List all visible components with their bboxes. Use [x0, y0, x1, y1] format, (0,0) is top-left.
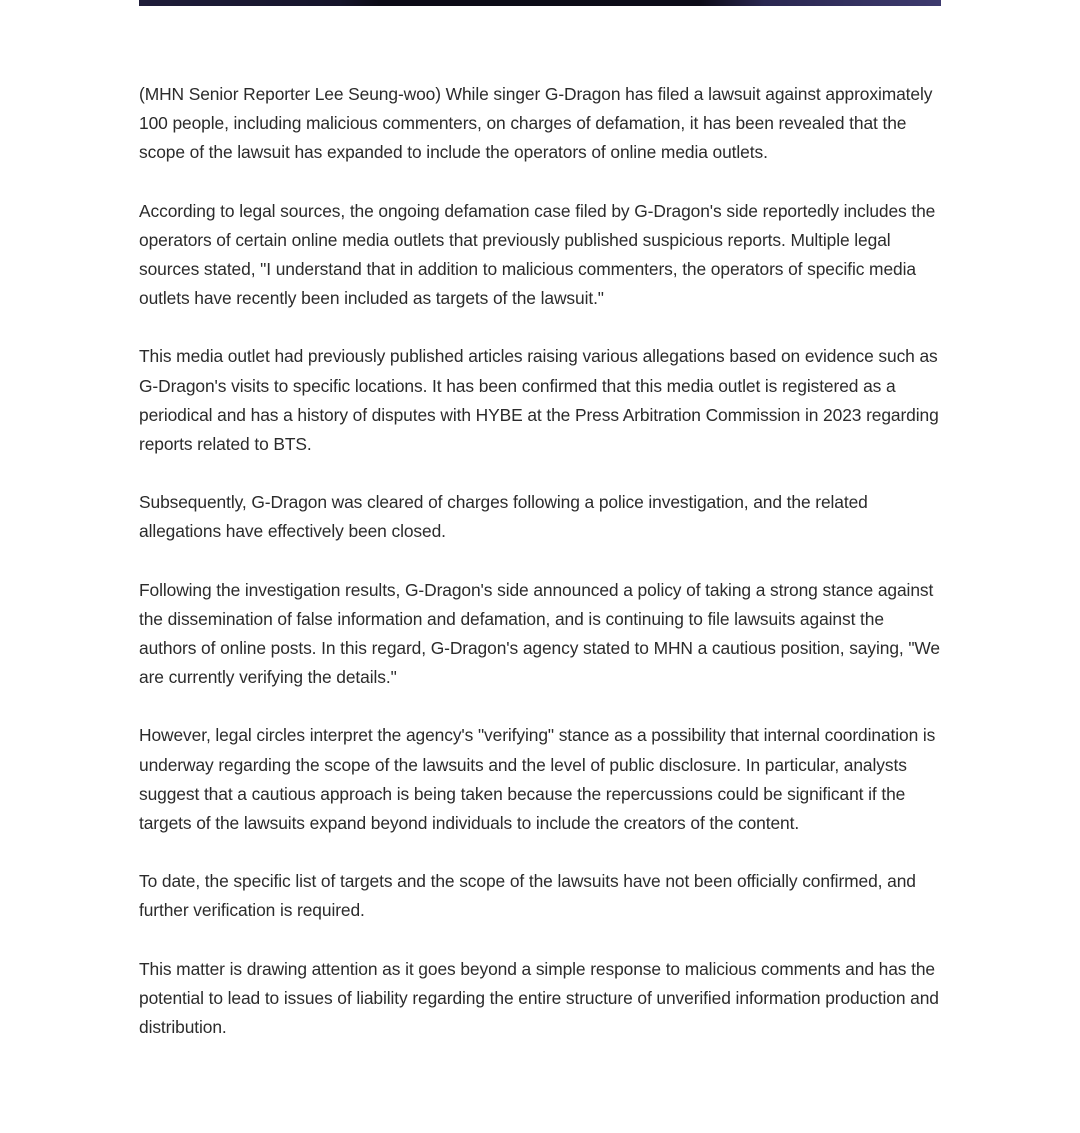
- article-hero-image: [139, 0, 941, 6]
- article-paragraph: (MHN Senior Reporter Lee Seung-woo) While singer G-Dragon has filed a lawsuit against approximately 100 people, including malicious commenters, on charges of defamation, it has been revealed that the scope of the lawsuit has expanded to include the operators of online media outlets.: [139, 84, 933, 163]
- article-body: [139, 80, 941, 1071]
- article-paragraph: Subsequently, G-Dragon was cleared of charges following a police investigation, and the related allegations have effectively been closed.: [139, 492, 868, 542]
- article-paragraph: According to legal sources, the ongoing defamation case filed by G-Dragon's side reportedly includes the operators of certain online media outlets that previously published suspicious reports. Multiple legal sources stated, "I understand that in addition to malicious commenters, the operators of specific media outlets have recently been included as targets of the lawsuit.": [139, 200, 936, 309]
- article-paragraph: Following the investigation results, G-Dragon's side announced a policy of taking a strong stance against the dissemination of false information and defamation, and is continuing to file lawsuits against the authors of online posts. In this regard, G-Dragon's agency stated to MHN a cautious position, saying, "We are currently verifying the details.": [139, 579, 940, 688]
- article-paragraph: However, legal circles interpret the agency's "verifying" stance as a possibility that internal coordination is underway regarding the scope of the lawsuits and the level of public disclosure. In particular, analysts suggest that a cautious approach is being taken because the repercussions could be significant if the targets of the lawsuits expand beyond individuals to include the creators of the content.: [139, 725, 936, 834]
- article-paragraph: This media outlet had previously published articles raising various allegations based on evidence such as G-Dragon's visits to specific locations. It has been confirmed that this media outlet is registered as a periodical and has a history of disputes with HYBE at the Press Arbitration Commission in 2023 regarding reports related to BTS.: [139, 346, 939, 455]
- article-paragraph: This matter is drawing attention as it goes beyond a simple response to malicious comments and has the potential to lead to issues of liability regarding the entire structure of unverified information production and distribution.: [139, 958, 939, 1038]
- article-paragraph: To date, the specific list of targets and the scope of the lawsuits have not been officially confirmed, and further verification is required.: [139, 871, 916, 921]
